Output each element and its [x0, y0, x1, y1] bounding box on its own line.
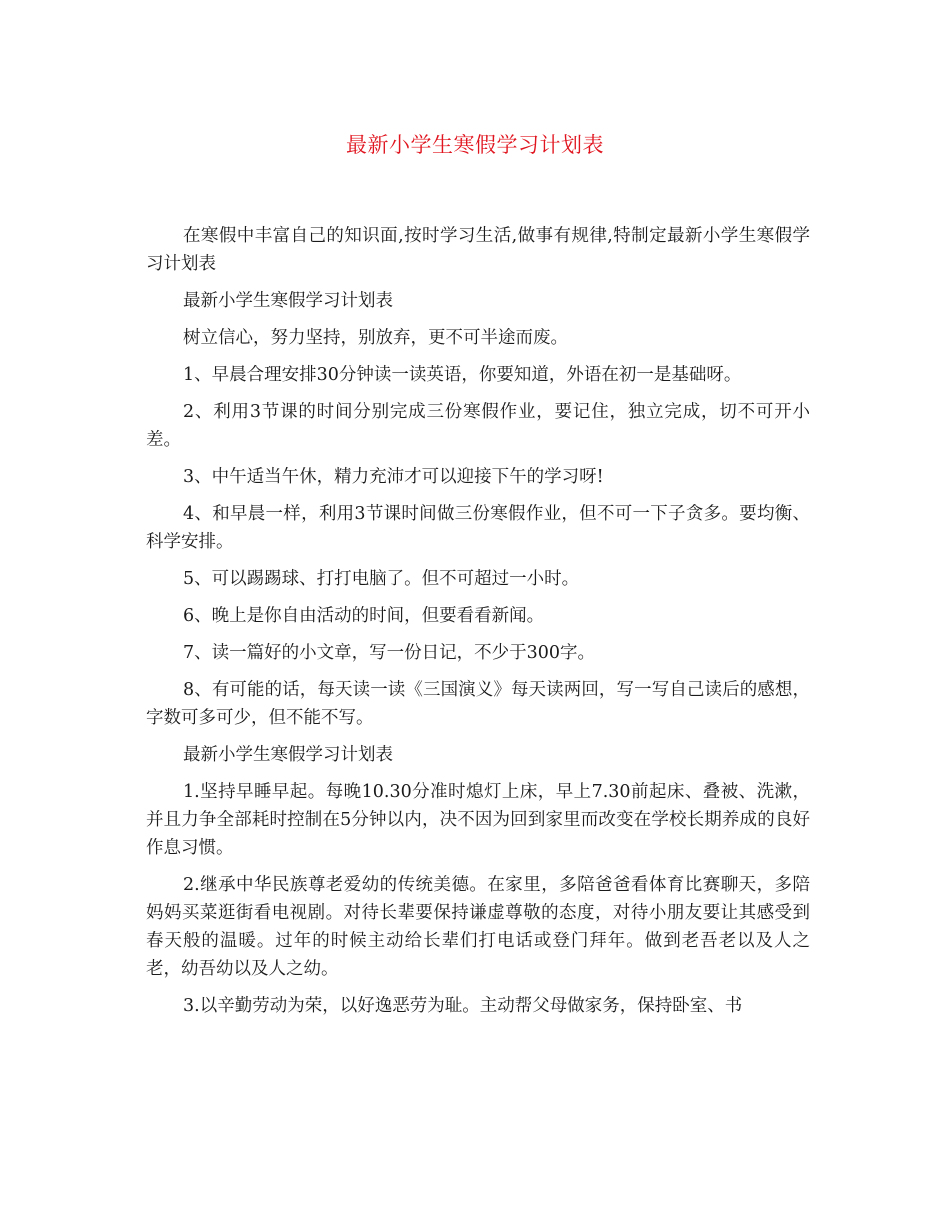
paragraph-rule-2: 2.继承中华民族尊老爱幼的传统美德。在家里，多陪爸爸看体育比赛聊天，多陪妈妈买菜逛街看电视剧。对待长辈要保持谦虚尊敬的态度，对待小朋友要让其感受到春天般的温暖。过年的时候主动给长辈们打电话或登门拜年。做到老吾老以及人之老，幼吾幼以及人之幼。 — [146, 875, 810, 979]
paragraph-subheading-2: 最新小学生寒假学习计划表 — [183, 745, 393, 765]
document-body — [146, 222, 810, 1029]
paragraph-subheading-1: 最新小学生寒假学习计划表 — [183, 291, 393, 311]
paragraph-item-7: 7、读一篇好的小文章，写一份日记，不少于300字。 — [183, 643, 596, 663]
paragraph-motto: 树立信心，努力坚持，别放弃，更不可半途而废。 — [183, 328, 568, 348]
paragraph-rule-1: 1.坚持早睡早起。每晚10.30分准时熄灯上床，早上7.30前起床、叠被、洗漱，并且力争全部耗时控制在5分钟以内，决不因为回到家里而改变在学校长期养成的良好作息习惯。 — [146, 782, 810, 858]
paragraph-item-3: 3、中午适当午休，精力充沛才可以迎接下午的学习呀! — [183, 467, 604, 487]
paragraph-item-1: 1、早晨合理安排30分钟读一读英语，你要知道，外语在初一是基础呀。 — [183, 365, 742, 385]
paragraph-item-2: 2、利用3节课的时间分别完成三份寒假作业，要记住，独立完成，切不可开小差。 — [146, 402, 810, 450]
paragraph-rule-3: 3.以辛勤劳动为荣，以好逸恶劳为耻。主动帮父母做家务，保持卧室、书 — [183, 996, 743, 1016]
paragraph-item-4: 4、和早晨一样，利用3节课时间做三份寒假作业，但不可一下子贪多。要均衡、科学安排。 — [146, 504, 810, 552]
paragraph-item-5: 5、可以踢踢球、打打电脑了。但不可超过一小时。 — [183, 569, 580, 589]
paragraph-item-8: 8、有可能的话，每天读一读《三国演义》每天读两回，写一写自己读后的感想，字数可多可少，但不能不写。 — [146, 680, 810, 728]
paragraph-intro: 在寒假中丰富自己的知识面,按时学习生活,做事有规律,特制定最新小学生寒假学习计划表 — [146, 226, 810, 274]
document-title: 最新小学生寒假学习计划表 — [346, 133, 604, 157]
paragraph-item-6: 6、晚上是你自由活动的时间，但要看看新闻。 — [183, 606, 545, 626]
